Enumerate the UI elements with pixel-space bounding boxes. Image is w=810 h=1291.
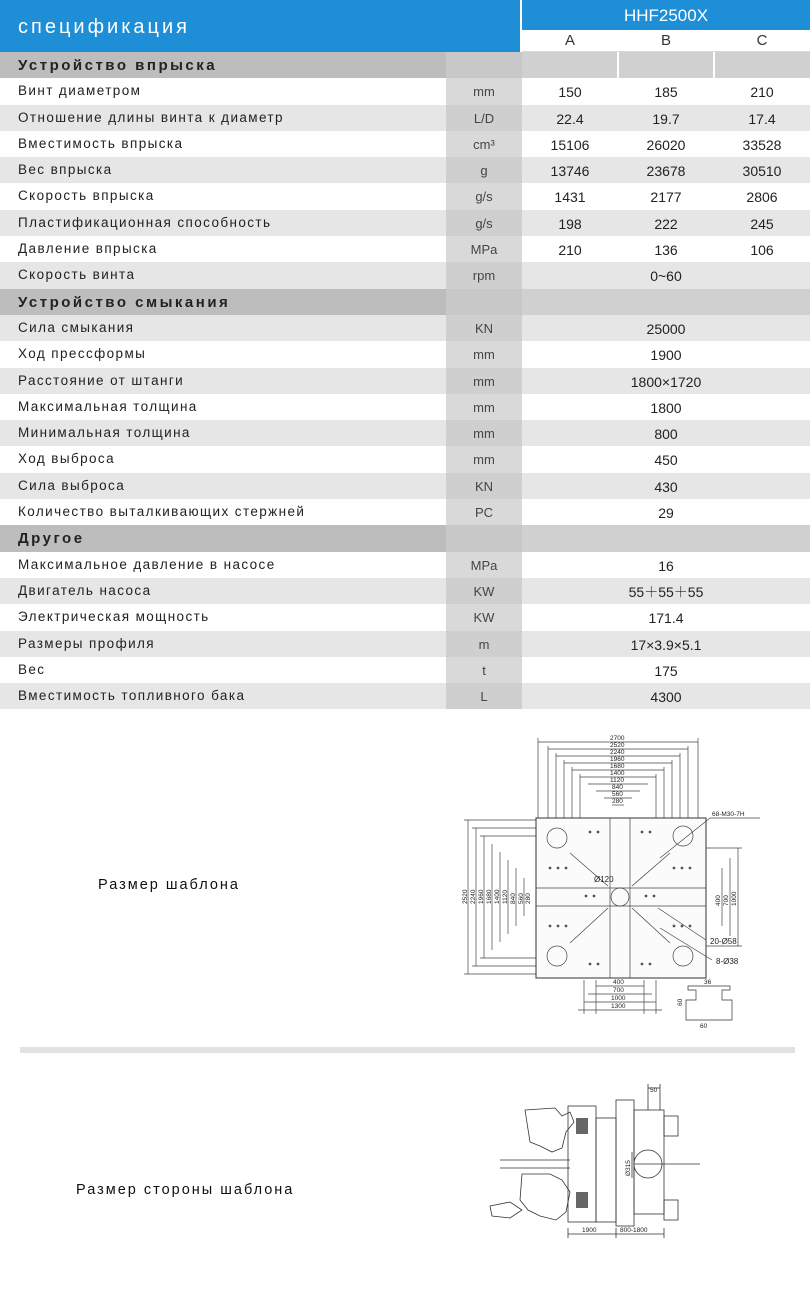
side-template-size-label: Размер стороны шаблона [76, 1182, 295, 1198]
row-label: Вместимость впрыска [18, 135, 184, 151]
value-b: 19.7 [652, 110, 680, 127]
value-all: 1800 [650, 399, 682, 416]
value-all: 175 [654, 662, 678, 679]
row-unit: g/s [446, 210, 522, 236]
value-b: 136 [654, 242, 678, 259]
row-label: Скорость винта [18, 267, 136, 283]
row-label: Пластификационная способность [18, 214, 272, 230]
row-unit: g/s [446, 183, 522, 209]
row-unit: PC [446, 499, 522, 525]
dim-label: 60 [700, 1023, 708, 1030]
table-row [0, 262, 810, 288]
dim-label: Ø315 [625, 1160, 632, 1176]
side-view-drawing [470, 1082, 720, 1242]
row-unit: m [446, 631, 522, 657]
row-label: Скорость впрыска [18, 188, 155, 204]
dim-label: 560 [518, 893, 525, 904]
dim-label: 1120 [502, 890, 509, 904]
table-row [0, 341, 810, 367]
section-clamping [0, 289, 810, 315]
table-row [0, 552, 810, 578]
callout-label: 68-M30-7H [712, 811, 745, 818]
value-all: 430 [654, 478, 678, 495]
table-row [0, 236, 810, 262]
row-label: Ход выброса [18, 451, 115, 467]
value-all: 0~60 [650, 268, 682, 285]
row-label: Отношение длины винта к диаметр [18, 109, 284, 125]
dim-label: 2520 [462, 889, 469, 904]
value-a: 210 [558, 242, 582, 259]
row-label: Двигатель насоса [18, 582, 152, 598]
row-unit: mm [446, 78, 522, 104]
table-row [0, 157, 810, 183]
section-injection [0, 52, 810, 78]
dim-label: 840 [510, 893, 517, 904]
table-row [0, 657, 810, 683]
side-view-svg [470, 1082, 720, 1242]
table-row [0, 499, 810, 525]
model-name: HHF2500X [522, 0, 810, 30]
dim-label: 1900 [582, 1227, 597, 1234]
table-row [0, 420, 810, 446]
dim-label: 700 [613, 987, 624, 994]
dim-label: 1680 [610, 763, 625, 770]
row-unit: KW [446, 578, 522, 604]
platen-template-drawing [460, 728, 780, 1033]
row-unit: KW [446, 604, 522, 630]
dim-label: 1680 [486, 889, 493, 904]
spec-table [0, 52, 810, 709]
row-unit: cm³ [446, 131, 522, 157]
value-all: 55＋55＋55 [628, 583, 704, 600]
spec-header [0, 0, 810, 52]
value-a: 22.4 [556, 110, 584, 127]
dim-label: 1300 [611, 1003, 626, 1010]
row-label: Давление впрыска [18, 241, 158, 257]
dim-label: 50 [650, 1087, 658, 1094]
callout-label: 8-Ø38 [716, 957, 739, 966]
section-divider [20, 1047, 795, 1053]
value-a: 1431 [554, 189, 586, 206]
table-row [0, 105, 810, 131]
section-title: Устройство смыкания [18, 293, 231, 311]
dim-label: 2520 [610, 742, 625, 749]
value-c: 106 [750, 242, 774, 259]
row-label: Вес [18, 661, 46, 677]
row-label: Максимальное давление в насосе [18, 556, 276, 572]
column-a: A [564, 32, 575, 49]
value-a: 198 [558, 215, 582, 232]
row-label: Максимальная толщина [18, 398, 198, 414]
value-c: 2806 [746, 189, 778, 206]
value-b: 2177 [650, 189, 682, 206]
row-unit: mm [446, 341, 522, 367]
row-label: Вместимость топливного бака [18, 688, 246, 704]
value-c: 33528 [742, 136, 782, 153]
value-a: 13746 [550, 163, 590, 180]
row-label: Сила смыкания [18, 319, 135, 335]
row-unit: mm [446, 368, 522, 394]
dim-label: 60 [677, 998, 684, 1006]
dim-label: 1000 [611, 995, 626, 1002]
table-row [0, 210, 810, 236]
table-row [0, 368, 810, 394]
dim-label: 1120 [610, 777, 624, 784]
dim-label: 400 [613, 979, 624, 986]
page-title: спецификация [0, 0, 520, 52]
dim-label: 36 [704, 979, 712, 986]
value-a: 15106 [550, 136, 590, 153]
dim-label: 1000 [731, 891, 738, 906]
section-title: Устройство впрыска [18, 57, 218, 74]
dim-label: 2240 [470, 889, 477, 904]
dim-label: 1960 [478, 889, 485, 904]
table-row [0, 578, 810, 604]
row-label: Ход прессформы [18, 346, 147, 362]
row-unit: g [446, 157, 522, 183]
dim-label: 280 [612, 798, 623, 805]
table-row [0, 604, 810, 630]
section-other [0, 525, 810, 551]
table-row [0, 78, 810, 104]
row-unit: KN [446, 315, 522, 341]
dim-label: 800-1800 [620, 1227, 648, 1234]
dim-label: 700 [723, 895, 730, 906]
value-all: 1800×1720 [630, 373, 702, 390]
row-label: Электрическая мощность [18, 609, 210, 625]
table-row [0, 473, 810, 499]
table-row [0, 315, 810, 341]
value-c: 30510 [742, 163, 782, 180]
table-row [0, 631, 810, 657]
dim-label: 2240 [610, 749, 625, 756]
value-a: 150 [558, 84, 582, 101]
value-all: 4300 [650, 689, 682, 706]
row-unit: MPa [446, 236, 522, 262]
column-c: C [756, 32, 768, 49]
column-b: B [660, 32, 671, 49]
table-row [0, 683, 810, 709]
row-label: Количество выталкивающих стержней [18, 504, 306, 520]
dim-label: 1960 [610, 756, 625, 763]
row-label: Размеры профиля [18, 635, 156, 651]
row-unit: KN [446, 473, 522, 499]
dim-label: 2700 [610, 735, 625, 742]
row-unit: rpm [446, 262, 522, 288]
row-label: Минимальная толщина [18, 425, 191, 441]
dim-label: 560 [612, 791, 623, 798]
value-all: 25000 [646, 320, 686, 337]
row-unit: L/D [446, 105, 522, 131]
callout-label: Ø120 [594, 875, 614, 884]
dim-label: 1400 [494, 889, 501, 904]
value-all: 1900 [650, 347, 682, 364]
value-b: 26020 [646, 136, 686, 153]
row-label: Сила выброса [18, 477, 126, 493]
platen-template-svg [460, 728, 780, 1033]
value-c: 17.4 [748, 110, 776, 127]
callout-label: 20-Ø58 [710, 937, 737, 946]
table-row [0, 394, 810, 420]
value-b: 222 [654, 215, 678, 232]
row-label: Расстояние от штанги [18, 372, 185, 388]
value-all: 171.4 [648, 610, 684, 627]
table-row [0, 183, 810, 209]
row-unit: mm [446, 420, 522, 446]
value-b: 23678 [646, 163, 686, 180]
row-unit: mm [446, 394, 522, 420]
value-c: 210 [750, 84, 774, 101]
section-title: Другое [18, 530, 85, 548]
row-unit: L [446, 683, 522, 709]
row-unit: t [446, 657, 522, 683]
value-all: 29 [658, 505, 674, 522]
dim-label: 280 [525, 893, 532, 904]
model-variant-columns [522, 30, 810, 52]
dim-label: 840 [612, 784, 623, 791]
row-unit: mm [446, 446, 522, 472]
value-all: 16 [658, 557, 674, 574]
value-c: 245 [750, 215, 774, 232]
dim-label: 400 [715, 895, 722, 906]
value-all: 450 [654, 452, 678, 469]
template-size-label: Размер шаблона [98, 877, 240, 893]
value-all: 17×3.9×5.1 [630, 636, 702, 653]
value-b: 185 [654, 84, 678, 101]
value-all: 800 [654, 426, 678, 443]
dim-label: 1400 [610, 770, 625, 777]
row-label: Винт диаметром [18, 83, 142, 99]
table-row [0, 446, 810, 472]
row-unit: MPa [446, 552, 522, 578]
table-row [0, 131, 810, 157]
row-label: Вес впрыска [18, 162, 113, 178]
